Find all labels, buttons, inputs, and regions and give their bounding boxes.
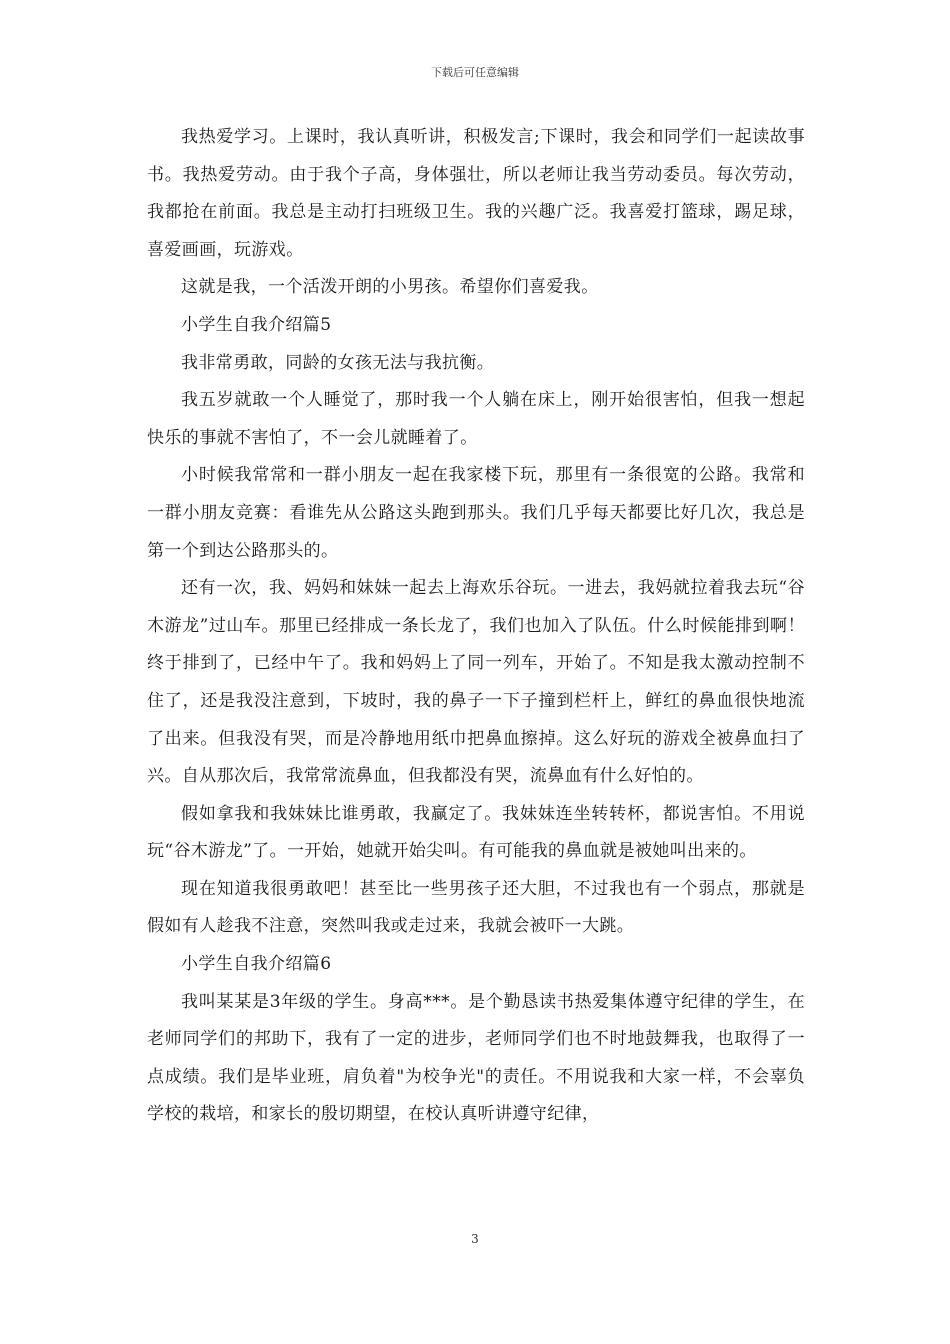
document-body xyxy=(147,119,805,1134)
paragraph: 小时候我常常和一群小朋友一起在我家楼下玩，那里有一条很宽的公路。我常和一群小朋友竞赛：看谁先从公路这头跑到那头。我们几乎每天都要比好几次，我总是第一个到达公路那头的。 xyxy=(147,465,805,561)
section-heading: 小学生自我介绍篇6 xyxy=(181,954,332,975)
section-heading: 小学生自我介绍篇5 xyxy=(181,314,332,335)
paragraph: 我热爱学习。上课时，我认真听讲，积极发言;下课时，我会和同学们一起读故事书。我热爱劳动。由于我个子高，身体强壮，所以老师让我当劳动委员。每次劳动，我都抢在前面。我总是主动打扫班级卫生。我的兴趣广泛。我喜爱打篮球，踢足球，喜爱画画，玩游戏。 xyxy=(147,127,805,260)
page-header: 下载后可任意编辑 xyxy=(431,66,519,79)
paragraph: 假如拿我和我妹妹比谁勇敢，我赢定了。我妹妹连坐转转杯，都说害怕。不用说玩“谷木游龙”了。一开始，她就开始尖叫。有可能我的鼻血就是被她叫出来的。 xyxy=(147,803,805,862)
paragraph: 还有一次，我、妈妈和妹妹一起去上海欢乐谷玩。一进去，我妈就拉着我去玩“谷木游龙”过山车。那里已经排成一条长龙了，我们也加入了队伍。什么时候能排到啊！终于排到了，已经中午了。我和妈妈上了同一列车，开始了。不知是我太激动控制不住了，还是我没注意到，下坡时，我的鼻子一下子撞到栏杆上，鲜红的鼻血很快地流了出来。但我没有哭，而是冷静地用纸巾把鼻血擦掉。这么好玩的游戏全被鼻血扫了兴。自从那次后，我常常流鼻血，但我都没有哭，流鼻血有什么好怕的。 xyxy=(147,578,805,787)
paragraph: 现在知道我很勇敢吧！甚至比一些男孩子还大胆，不过我也有一个弱点，那就是假如有人趁我不注意，突然叫我或走过来，我就会被吓一大跳。 xyxy=(147,878,805,937)
paragraph: 我叫某某是3年级的学生。身高***。是个勤恳读书热爱集体遵守纪律的学生，在老师同学们的邦助下，我有了一定的进步，老师同学们也不时地鼓舞我，也取得了一点成绩。我们是毕业班，肩负着"为校争光"的责任。不用说我和大家一样，不会辜负学校的栽培，和家长的殷切期望，在校认真听讲遵守纪律， xyxy=(147,991,805,1125)
paragraph: 这就是我，一个活泼开朗的小男孩。希望你们喜爱我。 xyxy=(181,277,599,298)
page-number: 3 xyxy=(471,1232,479,1246)
paragraph: 我五岁就敢一个人睡觉了，那时我一个人躺在床上，刚开始很害怕，但我一想起快乐的事就不害怕了，不一会儿就睡着了。 xyxy=(147,390,805,448)
paragraph: 我非常勇敢，同龄的女孩无法与我抗衡。 xyxy=(181,352,495,373)
